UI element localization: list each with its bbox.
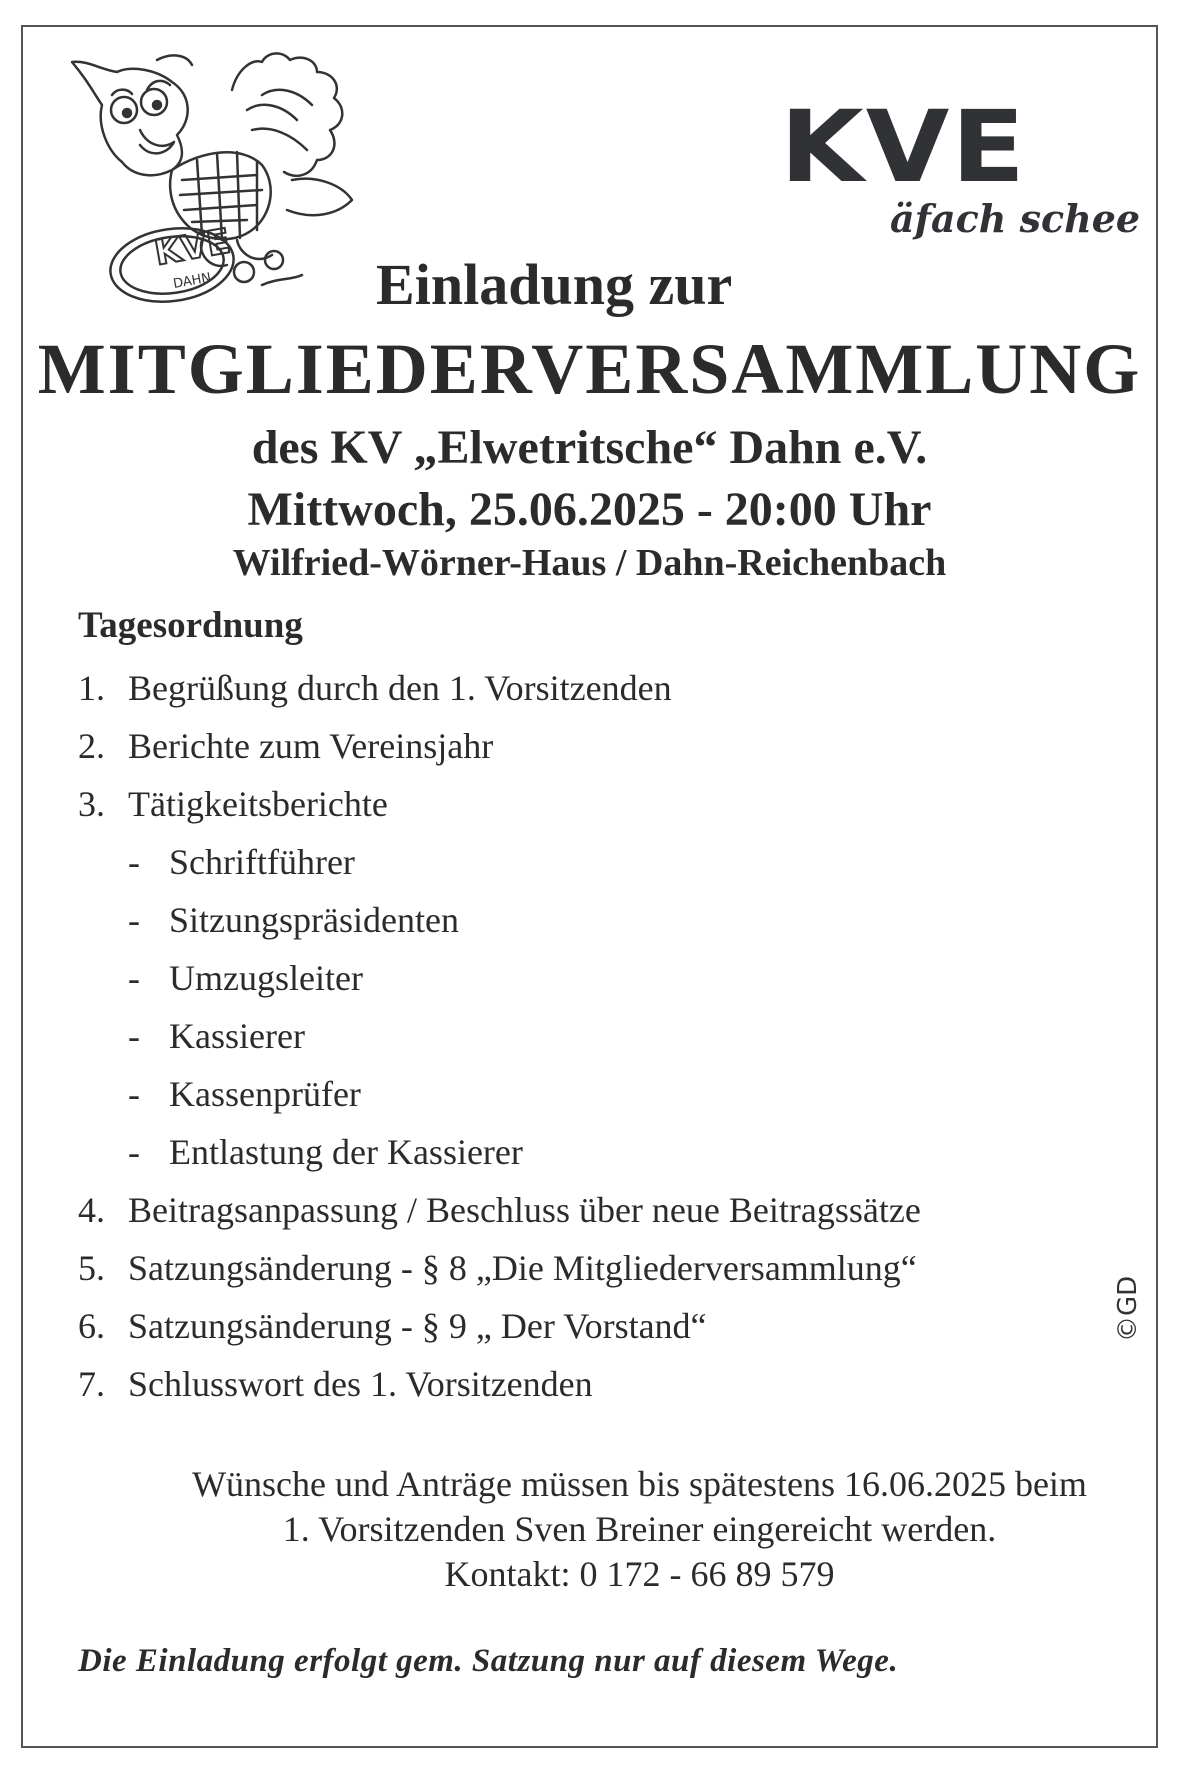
agenda-subitem-dash: - [128,1016,140,1056]
club-name: des KV „Elwetritsche“ Dahn e.V. [251,421,928,474]
logo-subtext: DAHN [172,270,213,292]
agenda-item-text: Satzungsänderung - § 8 „Die Mitgliederversammlung“ [128,1248,917,1288]
agenda-item-text: Tätigkeitsberichte [128,784,388,824]
agenda-subitem-text: Kassierer [169,1016,305,1056]
meeting-location: Wilfried-Wörner-Haus / Dahn-Reichenbach [232,542,947,584]
invitation-intro: Einladung zur [376,252,733,317]
agenda-subitem-text: Entlastung der Kassierer [169,1132,523,1172]
agenda-item-number: 2. [78,726,105,766]
meeting-date-time: Mittwoch, 25.06.2025 - 20:00 Uhr [247,483,932,536]
chairman-note: 1. Vorsitzenden Sven Breiner eingereicht werden. [282,1509,997,1549]
agenda-subitem-dash: - [128,1132,140,1172]
contact-phone: Kontakt: 0 172 - 66 89 579 [444,1554,835,1594]
agenda-subitem-dash: - [128,958,140,998]
agenda-item-number: 4. [78,1190,105,1230]
brand-block [780,89,1141,241]
page-title: MITGLIEDERVERSAMMLUNG [37,329,1142,409]
agenda-subitem-dash: - [128,1074,140,1114]
agenda-subitem-text: Sitzungspräsidenten [169,900,459,940]
agenda-subitem-dash: - [128,900,140,940]
logo-text: KVE [151,221,234,274]
agenda-item-text: Begrüßung durch den 1. Vorsitzenden [128,668,672,708]
agenda-item-number: 3. [78,784,105,824]
agenda-title: Tagesordnung [78,605,303,646]
agenda-subitem-text: Kassenprüfer [169,1074,361,1114]
copyright-mark: ©GD [1113,1275,1143,1342]
agenda-item-text: Schlusswort des 1. Vorsitzenden [128,1364,593,1404]
agenda-item-number: 5. [78,1248,105,1288]
footer-notice: Die Einladung erfolgt gem. Satzung nur auf diesem Wege. [78,1643,899,1679]
agenda-item-text: Satzungsänderung - § 9 „ Der Vorstand“ [128,1306,707,1346]
brand-slogan: äfach schee [890,196,1141,241]
agenda-item-number: 7. [78,1364,105,1404]
agenda-subitem-text: Umzugsleiter [169,958,363,998]
agenda-item-text: Beitragsanpassung / Beschluss über neue Beitragssätze [128,1190,921,1230]
agenda-item-number: 1. [78,668,105,708]
agenda-item-number: 6. [78,1306,105,1346]
deadline-note: Wünsche und Anträge müssen bis spätestens 16.06.2025 beim [192,1464,1087,1504]
agenda-subitem-dash: - [128,842,140,882]
brand-name: KVE [780,89,1028,205]
agenda-item-text: Berichte zum Vereinsjahr [128,726,494,766]
agenda-subitem-text: Schriftführer [169,842,355,882]
